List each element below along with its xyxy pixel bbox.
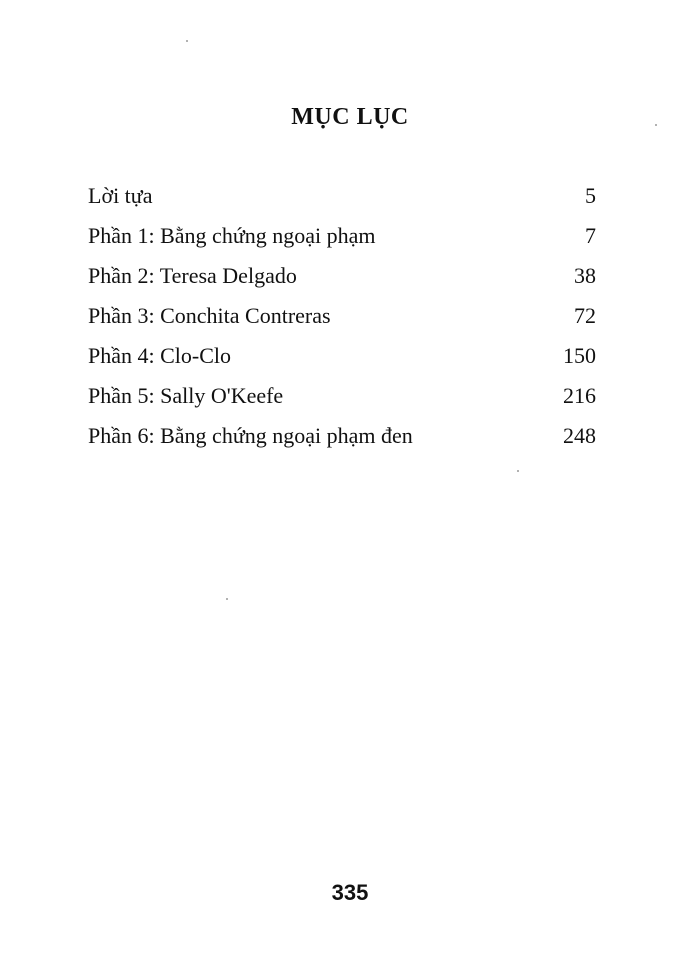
toc-list bbox=[88, 176, 596, 456]
toc-entry-page: 150 bbox=[563, 343, 596, 368]
toc-entry-label: Phần 6: Bằng chứng ngoại phạm đen bbox=[88, 423, 413, 448]
toc-entry-preface bbox=[88, 176, 596, 216]
toc-entry-label: Phần 3: Conchita Contreras bbox=[88, 303, 331, 328]
toc-entry-label: Phần 4: Clo-Clo bbox=[88, 343, 232, 368]
toc-entry-page: 72 bbox=[574, 303, 596, 328]
toc-entry-page: 5 bbox=[585, 183, 596, 208]
toc-entry-label: Phần 1: Bằng chứng ngoại phạm bbox=[88, 223, 376, 248]
toc-entry-page: 38 bbox=[574, 263, 596, 288]
scan-speck bbox=[226, 598, 228, 600]
toc-entry-label: Phần 5: Sally O'Keefe bbox=[88, 383, 284, 408]
toc-entry-page: 7 bbox=[585, 223, 596, 248]
toc-entry-part-1 bbox=[88, 216, 596, 256]
scan-speck bbox=[186, 40, 188, 42]
toc-entry-part-5 bbox=[88, 376, 596, 416]
toc-entry-part-2 bbox=[88, 256, 596, 296]
toc-entry-label: Lời tựa bbox=[88, 183, 153, 208]
toc-entry-page: 216 bbox=[563, 383, 596, 408]
toc-entry-part-4 bbox=[88, 336, 596, 376]
toc-entry-label: Phần 2: Teresa Delgado bbox=[88, 263, 297, 288]
toc-heading: MỤC LỤC bbox=[291, 104, 409, 130]
toc-entry-part-6 bbox=[88, 416, 596, 456]
scan-speck bbox=[517, 470, 519, 472]
toc-entry-page: 248 bbox=[563, 423, 596, 448]
toc-entry-part-3 bbox=[88, 296, 596, 336]
page-number: 335 bbox=[331, 880, 369, 905]
